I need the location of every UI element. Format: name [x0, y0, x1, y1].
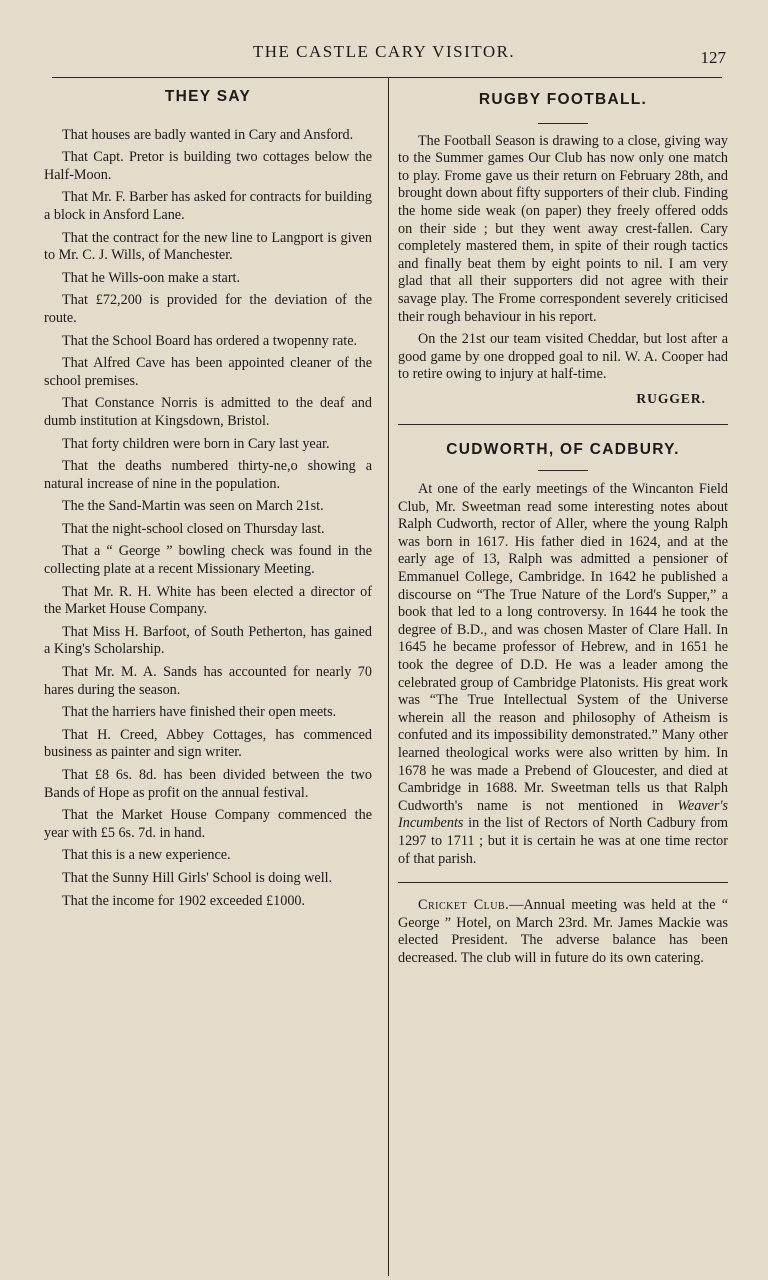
they-say-list: [44, 127, 372, 911]
cricket-text: —Annual meeting was held at the “ George ” Hotel, on March 23rd. Mr. James Mackie was elected President. The adverse balance has been decreased. The club will in future do its own catering.: [398, 897, 728, 966]
list-item: That the Market House Company commenced the year with £5 6s. 7d. in hand.: [44, 807, 372, 841]
list-item: That a “ George ” bowling check was found in the collecting plate at a recent Missionary Meeting.: [44, 543, 372, 578]
list-item: That the deaths numbered thirty-ne,o showing a natural increase of nine in the population.: [44, 458, 372, 492]
section-rule: [398, 424, 728, 425]
rugby-article: [398, 91, 728, 408]
list-item: The the Sand-Martin was seen on March 21st.: [62, 498, 324, 515]
list-item: That the harriers have finished their open meets.: [62, 704, 337, 721]
weavers-incumbents-title: Weaver's Incumbents: [398, 797, 728, 832]
cudworth-paragraph: [398, 481, 728, 868]
list-item: That £8 6s. 8d. has been divided between the two Bands of Hope as profit on the annual festival.: [44, 767, 372, 801]
list-item: That Alfred Cave has been appointed cleaner of the school premises.: [44, 355, 372, 389]
list-item: That Mr. F. Barber has asked for contracts for building a block in Ansford Lane.: [44, 189, 372, 223]
list-item: That Mr. R. H. White has been elected a director of the Market House Company.: [44, 583, 372, 618]
header-rule: [52, 77, 722, 78]
running-title: THE CASTLE CARY VISITOR.: [252, 42, 516, 61]
rugby-paragraph: The Football Season is drawing to a close, giving way to the Summer games Our Club has now only one match to play. Frome gave us their return on February 28th, and brought down about fifty supporters of their club. Finding the home side weak (on paper) they freely offered odds on their side ; but they went away crest-fallen. Cary completely mastered them, in spite of their rough tactics and finally beat them by eight points to nil. I am very glad that all their supporters did not agree with their savage play. The Frome correspondent severely criticised their rough behaviour in his report.: [398, 132, 728, 325]
rugby-title-rule: [538, 123, 588, 124]
list-item: That houses are badly wanted in Cary and Ansford.: [62, 126, 354, 143]
rugby-signature: RUGGER.: [636, 390, 706, 406]
list-item: That the contract for the new line to Langport is given to Mr. C. J. Wills, of Manchester.: [44, 229, 372, 264]
rugby-heading: RUGBY FOOTBALL.: [478, 91, 648, 108]
list-item: That Constance Norris is admitted to the deaf and dumb institution at Kingsdown, Bristol.: [44, 395, 372, 429]
rugby-paragraph: On the 21st our team visited Cheddar, but lost after a good game by one dropped goal to nil. W. A. Cooper had to retire owing to injury at half-time.: [398, 331, 728, 383]
list-item: That Mr. M. A. Sands has accounted for nearly 70 hares during the season.: [44, 664, 372, 698]
list-item: That this is a new experience.: [62, 847, 231, 864]
section-rule: [398, 882, 728, 883]
list-item: That the Sunny Hill Girls' School is doing well.: [62, 869, 333, 886]
cudworth-heading: CUDWORTH, OF CADBURY.: [446, 440, 680, 458]
list-item: That Miss H. Barfoot, of South Petherton, has gained a King's Scholarship.: [44, 623, 372, 658]
list-item: That £72,200 is provided for the deviation of the route.: [44, 292, 372, 326]
cudworth-title-rule: [538, 470, 588, 471]
list-item: That Capt. Pretor is building two cottages below the Half-Moon.: [44, 149, 372, 183]
list-item: That the School Board has ordered a twopenny rate.: [62, 332, 358, 349]
cricket-paragraph: [398, 897, 728, 967]
cricket-club-label: Cricket Club.: [418, 897, 510, 914]
cudworth-text-start: At one of the early meetings of the Wincanton Field Club, Mr. Sweetman read some interesting notes about Ralph Cudworth, rector of Aller, where the young Ralph was born in 1617. His father died in 1624, and at the early age of 13, Ralph was admitted a pensioner of Emmanuel College, Cambridge. In 1642 he published a discourse on “The True Nature of the Lord's Supper,” a book that led to a long controversy. In 1644 he took the degree of B.D., and was chosen Master of Clare Hall. In 1645 he became professor of Hebrew, and in 1651 he took the degree of D.D. He was a leader among the celebrated group of Cambridge Platonists. His great work was “The True Intellectual System of the Universe wherein all the reason and philosophy of Atheism is confuted and its impossibility demonstrated.” Many other learned theological works were also written by him. In 1678 he was made a Prebend of Gloucester, and died at Cambridge in 1688. Mr. Sweetman tells us that Ralph Cudworth's name is not mentioned in: [398, 481, 728, 814]
list-item: That the income for 1902 exceeded £1000.: [62, 892, 306, 909]
list-item: That he Wills-oon make a start.: [62, 269, 241, 286]
cudworth-text-end: in the list of Rectors of North Cadbury from 1297 to 1711 ; but it is certain he was at one time rector of that parish.: [398, 815, 729, 867]
cricket-notice: [398, 897, 728, 967]
column-divider: [388, 78, 389, 1276]
right-column: [398, 88, 728, 973]
page-number: 127: [700, 48, 726, 67]
list-item: That forty children were born in Cary last year.: [62, 435, 330, 452]
list-item: That H. Creed, Abbey Cottages, has commenced business as painter and sign writer.: [44, 726, 372, 761]
they-say-heading: THEY SAY: [164, 88, 252, 105]
list-item: That the night-school closed on Thursday last.: [62, 520, 325, 537]
they-say-column: [44, 88, 372, 915]
cudworth-article: [398, 441, 728, 869]
